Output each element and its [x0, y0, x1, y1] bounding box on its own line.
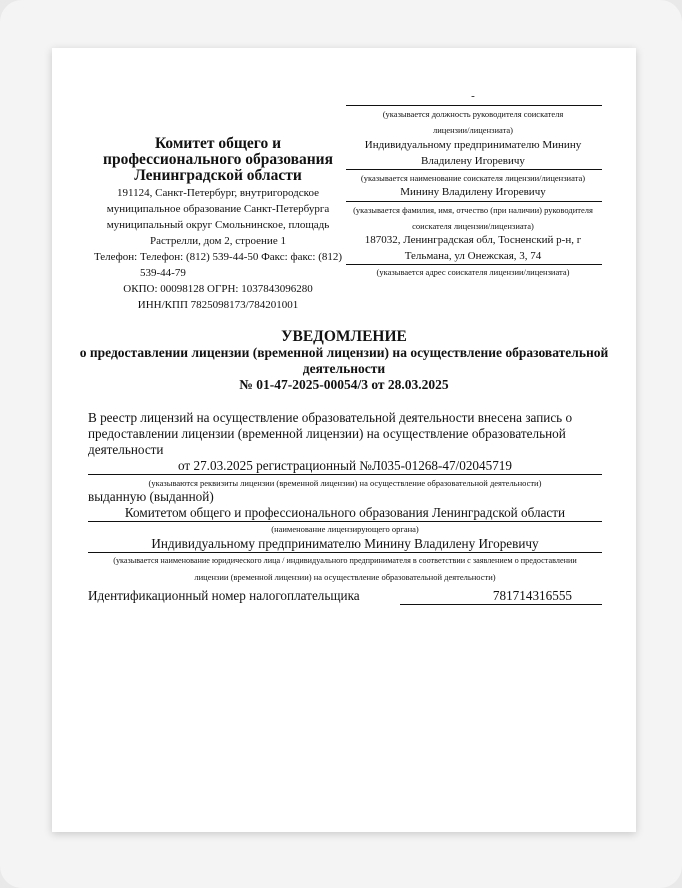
recipient-fio: Минину Владилену Игоревичу — [400, 186, 546, 198]
issuer-address — [88, 185, 348, 313]
note-line: (указывается должность руководителя соискателя — [382, 109, 564, 119]
recipient-address — [344, 232, 602, 264]
issuer-address-line: 539-44-79 — [140, 267, 186, 279]
note-line: соискателя лицензии/лицензиата) — [412, 221, 534, 231]
intro-line: В реестр лицензий на осуществление образовательной деятельности внесена запись о — [88, 410, 573, 425]
licensee-note — [80, 553, 610, 585]
recipient-name-line: Владилену Игоревичу — [421, 155, 525, 167]
recipient-name — [344, 137, 602, 169]
issuer-address-line: Телефон: Телефон: (812) 539-44-50 Факс: факс: (812) — [93, 251, 343, 263]
inn-value — [400, 588, 602, 604]
issuer-title-line: Комитет общего и — [154, 135, 282, 152]
issued-label: выданную (выданной) — [88, 489, 214, 504]
issuer-address-line: муниципальное образование Санкт-Петербурга — [106, 203, 330, 215]
notice-number: № 01-47-2025-00054/3 от 28.03.2025 — [239, 377, 449, 392]
issuer-address-line: муниципальный округ Смольнинское, площадь — [106, 219, 330, 231]
inn-label: Идентификационный номер налогоплательщика — [88, 588, 360, 603]
issuer-title-line: Ленинградской области — [134, 167, 302, 184]
subtitle-line: деятельности — [302, 361, 386, 376]
name-note: (указывается наименование соискателя лицензии/лицензиата) — [360, 173, 586, 183]
registration-value: от 27.03.2025 регистрационный №Л035-01268-47/02045719 — [178, 458, 512, 473]
registration-note: (указываются реквизиты лицензии (временной лицензии) на осуществление образовательной деятельности) — [148, 478, 542, 488]
issuer-title — [88, 136, 348, 184]
issuer-name-value: Комитетом общего и профессионального образования Ленинградской области — [124, 505, 566, 520]
issuer-address-line: 191124, Санкт-Петербург, внутригородское — [117, 187, 319, 199]
recipient-address-line: 187032, Ленинградская обл, Тосненский р-н, г — [364, 234, 582, 246]
notice-subtitle — [72, 345, 616, 377]
notice-heading: УВЕДОМЛЕНИЕ — [281, 328, 407, 345]
inn-number: 781714316555 — [492, 588, 572, 603]
note-line: (указывается наименование юридического лица / индивидуального предпринимателя в соответствии с заявлением о предоставлении — [113, 556, 577, 565]
issuer-title-line: профессионального образования — [103, 151, 333, 168]
recipient-name-line: Индивидуальному предпринимателю Минину — [364, 139, 582, 151]
recipient-address-line: Тельмана, ул Онежская, 3, 74 — [404, 250, 542, 262]
issuer-address-line: ИНН/КПП 7825098173/784201001 — [137, 299, 299, 311]
intro-paragraph — [88, 410, 602, 458]
subtitle-line: о предоставлении лицензии (временной лицензии) на осуществление образовательной — [79, 345, 609, 360]
inn-underline — [400, 604, 602, 605]
intro-line: предоставлении лицензии (временной лицензии) на осуществление образовательной — [88, 426, 566, 441]
note-line: лицензии (временной лицензии) на осуществление образовательной деятельности) — [194, 572, 496, 582]
address-note: (указывается адрес соискателя лицензии/лицензиата) — [376, 267, 570, 277]
document-page — [52, 48, 636, 832]
issuer-name-note: (наименование лицензирующего органа) — [271, 524, 419, 534]
fio-note — [344, 202, 602, 234]
note-line: (указывается фамилия, имя, отчество (при наличии) руководителя — [353, 205, 593, 215]
issuer-address-line: ОКПО: 00098128 ОГРН: 1037843096280 — [123, 283, 313, 295]
position-note — [344, 106, 602, 138]
intro-line: деятельности — [88, 442, 164, 457]
issuer-address-line: Растрелли, дом 2, строение 1 — [150, 235, 286, 247]
note-line: лицензии/лицензиата) — [432, 125, 514, 135]
licensee-value: Индивидуальному предпринимателю Минину Владилену Игоревичу — [151, 536, 539, 551]
recipient-position: - — [471, 90, 475, 102]
